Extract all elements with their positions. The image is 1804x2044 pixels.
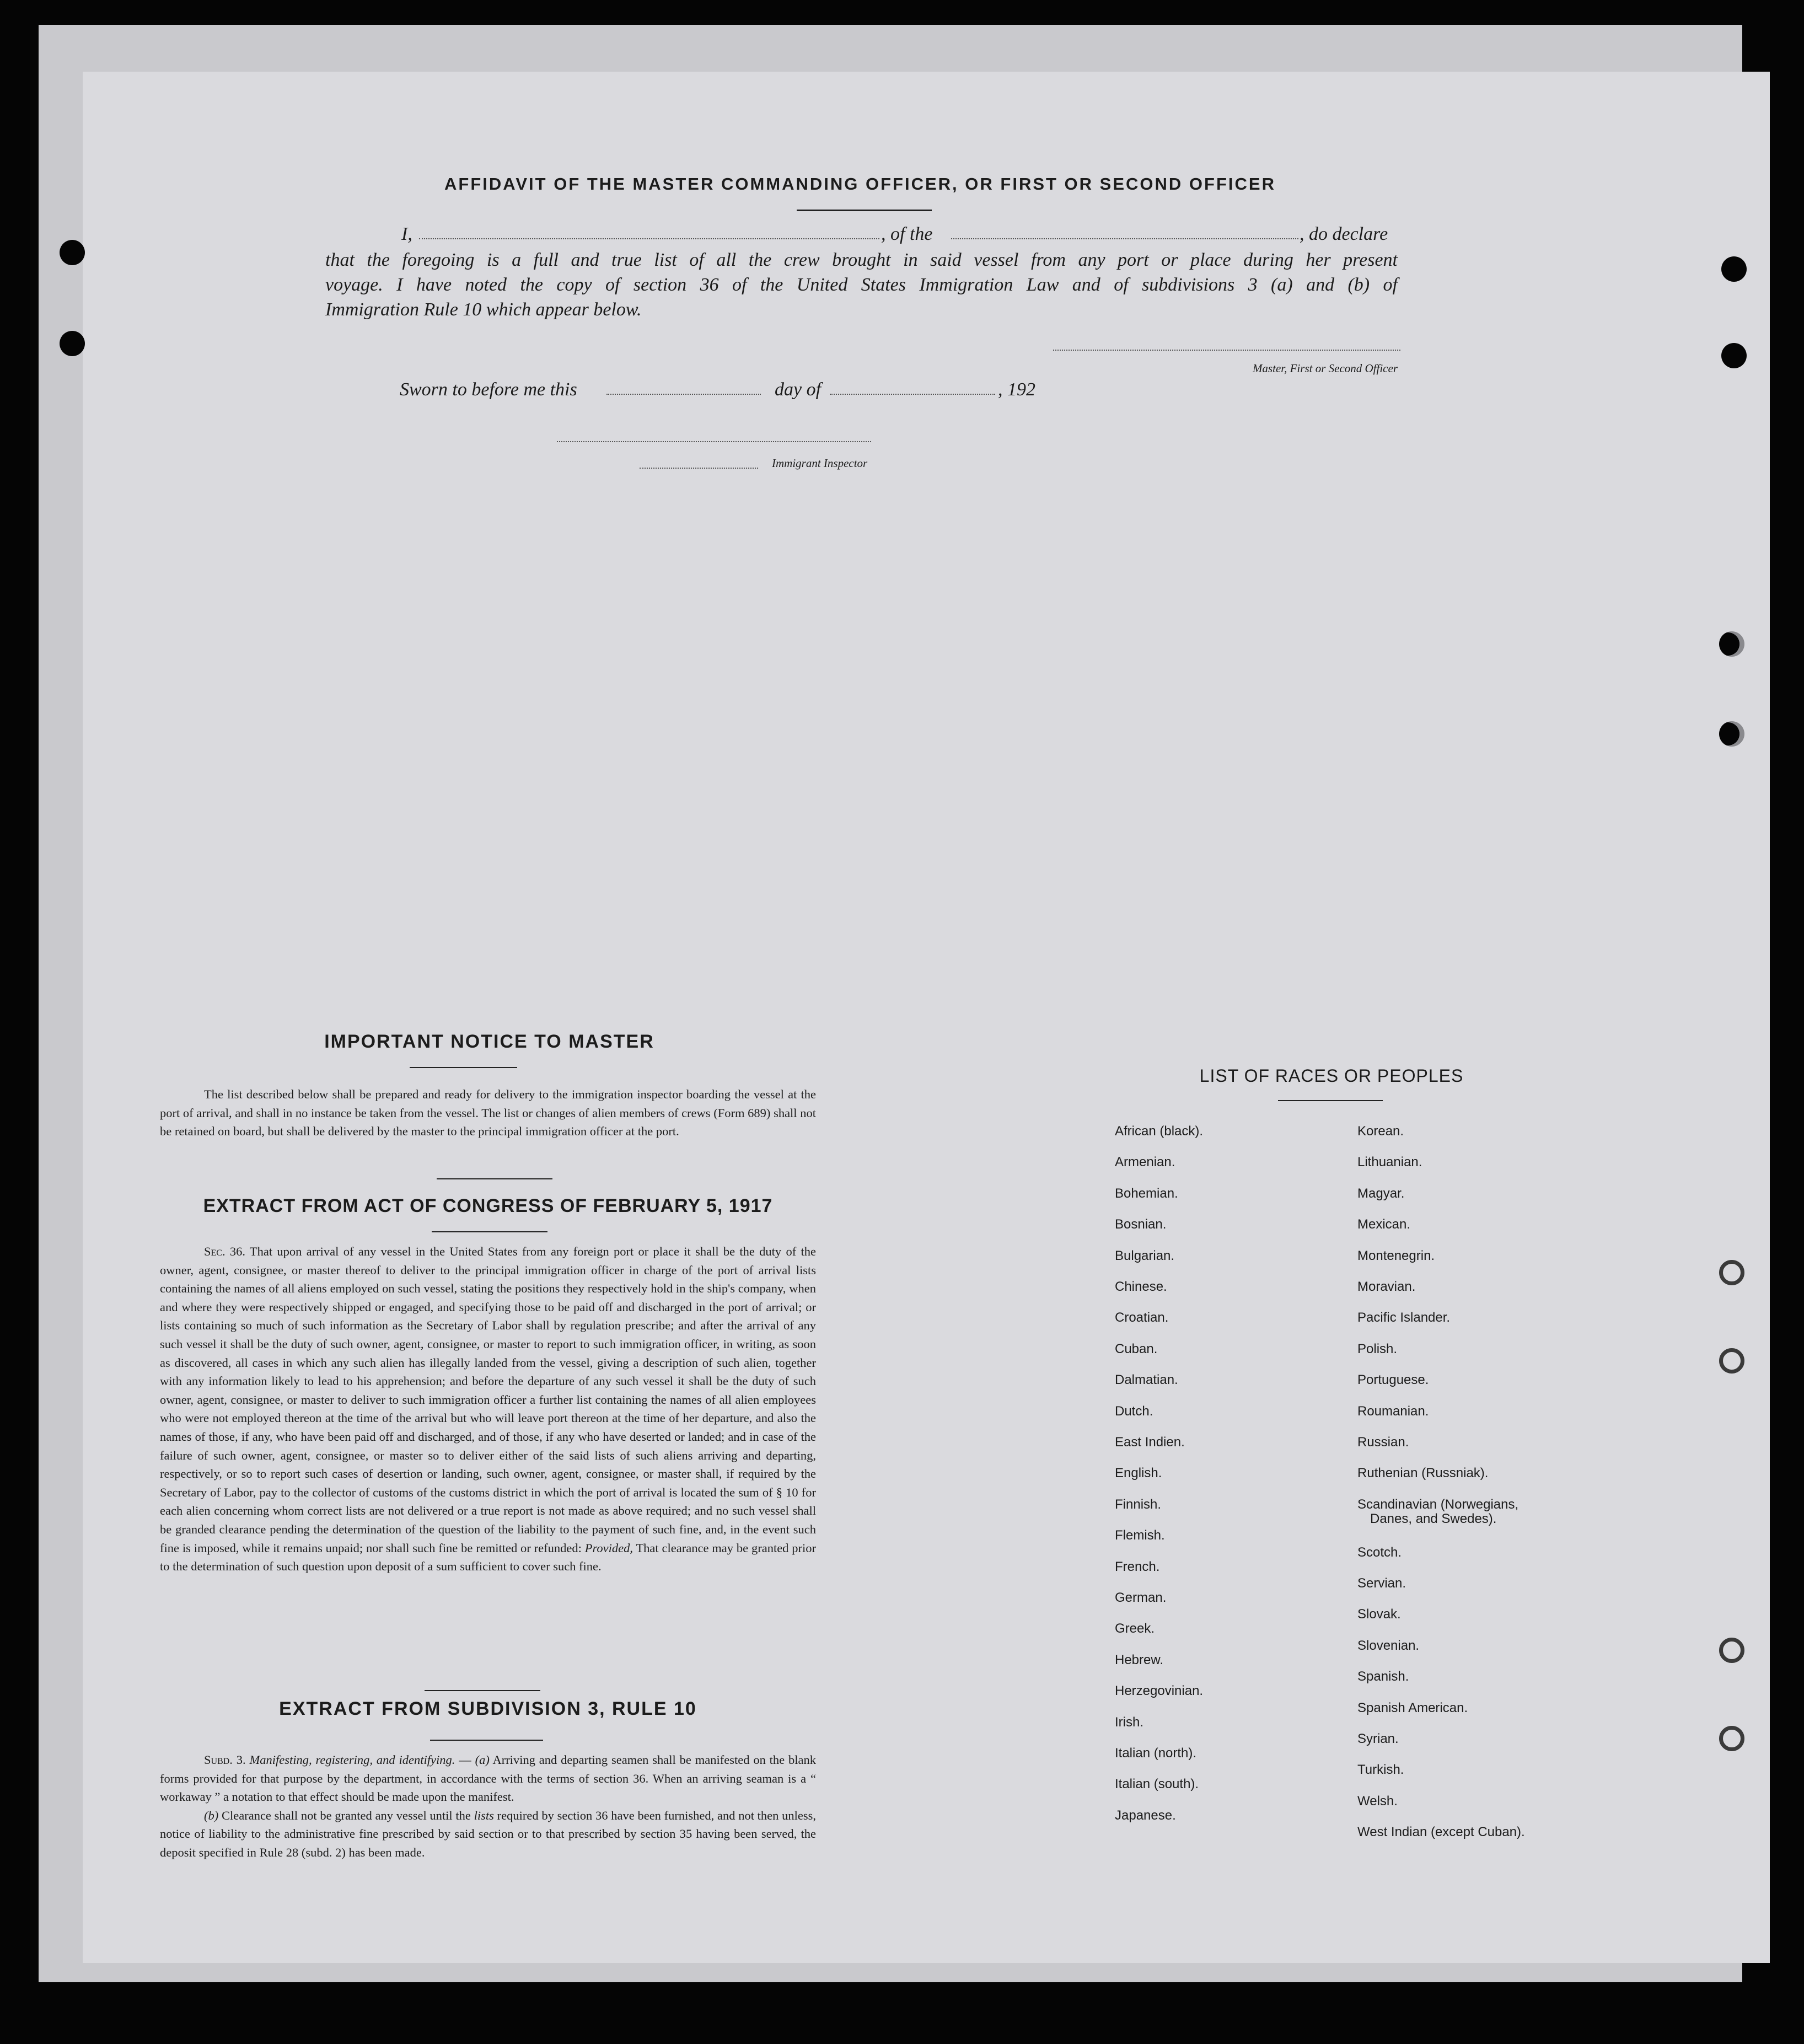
punch-hole: [1719, 1348, 1744, 1374]
rule-title: EXTRACT FROM SUBDIVISION 3, RULE 10: [279, 1698, 697, 1719]
name-blank[interactable]: [419, 238, 879, 239]
race-item: Dutch.: [1115, 1403, 1153, 1419]
vessel-blank[interactable]: [951, 238, 1298, 239]
signature-label: Master, First or Second Officer: [1252, 362, 1398, 375]
notice-end-rule: [437, 1178, 552, 1179]
punch-hole: [1721, 343, 1747, 368]
act-end-rule: [425, 1690, 540, 1691]
race-item: Chinese.: [1115, 1279, 1167, 1294]
race-item: Slovak.: [1357, 1607, 1401, 1622]
race-item: Scandinavian (Norwegians,: [1357, 1496, 1519, 1512]
rule-b-text: Clearance shall not be granted any vessel until the: [221, 1808, 471, 1822]
month-blank[interactable]: [830, 394, 995, 395]
rule-b-lists: lists: [474, 1808, 494, 1822]
race-item: Portuguese.: [1357, 1372, 1429, 1388]
race-item: Japanese.: [1115, 1807, 1176, 1823]
races-title: LIST OF RACES OR PEOPLES: [1199, 1066, 1464, 1086]
rule-b-text-end: required by section 36 have been furnished, and not then unless, notice of liability to the administrative fine prescribed by said section or to that prescribed by section 35 having been served, the deposit specified in Rule 28 (subd. 2) has been made.: [160, 1808, 817, 1859]
race-item: Cuban.: [1115, 1341, 1158, 1356]
race-item: West Indian (except Cuban).: [1357, 1825, 1525, 1840]
day-blank[interactable]: [606, 394, 761, 395]
notice-paragraph: The list described below shall be prepared and ready for delivery to the immigration inspector boarding the vessel at the port of arrival, and shall in no instance be taken from the vessel. The list or changes of alien members of crews (Form 689) shall not be retained on board, but shall be delivered by the master to the principal immigration officer at the port.: [160, 1087, 816, 1139]
race-item: Flemish.: [1115, 1528, 1165, 1543]
punch-hole: [1719, 631, 1744, 657]
race-item: Pacific Islander.: [1357, 1310, 1451, 1326]
race-item: Finnish.: [1115, 1496, 1162, 1512]
affidavit-line-1: that the foregoing is a full and true list of all the crew brought in said vessel from any port or place during her present: [325, 250, 1398, 270]
race-item: Spanish.: [1357, 1669, 1409, 1684]
inspector-signature-blank[interactable]: [557, 441, 871, 442]
inspector-label: Immigrant Inspector: [772, 457, 868, 470]
race-item: Italian (south).: [1115, 1777, 1199, 1792]
race-item: Slovenian.: [1357, 1638, 1420, 1653]
race-item: Montenegrin.: [1357, 1248, 1435, 1263]
race-item: Croatian.: [1115, 1310, 1169, 1326]
act-paragraph: That upon arrival of any vessel in the United States from any foreign port or place it shall be the duty of the owner, agent, consignee, or master thereof to deliver to the principal immigration officer in charge of the port of arrival lists containing the names of all aliens employed on such vessel, stating the positions they respectively hold in the ship's company, when and where they were respectively shipped or engaged, and specifying those to be paid off and discharged in the port of arrival; or lists containing so much of such information as the Secretary of Labor shall by regulation prescribe; and after the arrival of any such vessel it shall be the duty of such owner, agent, consignee, or master to report to such immigration officer, in writing, as soon as discovered, all cases in which any such alien has illegally landed from the vessel, giving a description of such alien, together with any information likely to lead to his apprehension; and before the departure of any such vessel it shall be the duty of such owner, agent, consignee, or master to deliver to such immigration officer a further list containing the names of all alien employees who were not employed thereon at the time of the arrival but who will leave port thereon at the time of her departure, and also the names of those, if any, who have been paid off and discharged, and of those, if any who have deserted or landed; and in case of the failure of such owner, agent, consignee, or master so to deliver either of the said lists of such aliens arriving and departing, respectively, or so to report such cases of desertion or landing, such owner, agent, consignee, or master shall, if required by the Secretary of Labor, pay to the collector of customs of the customs district in which the port of arrival is located the sum of § 10 for each alien concerning whom correct lists are not delivered or a true report is not made as above required; and no such vessel shall be granded clearance pending the determination of the question of the liability to the payment of such fine, and, in the event such fine is imposed, while it remains unpaid; nor shall such fine be remitted or refunded:: [160, 1244, 816, 1555]
race-item: Bulgarian.: [1115, 1248, 1175, 1263]
punch-hole: [60, 331, 85, 356]
race-item: Herzegovinian.: [1115, 1683, 1204, 1699]
race-item: East Indien.: [1115, 1435, 1185, 1450]
rule-underline: [430, 1740, 543, 1741]
punch-hole: [1719, 1260, 1744, 1285]
act-underline: [432, 1231, 547, 1232]
race-item: German.: [1115, 1590, 1167, 1605]
punch-hole: [1719, 1726, 1744, 1751]
affidavit-of-the: , of the: [881, 224, 933, 244]
race-item: Mexican.: [1357, 1217, 1411, 1232]
race-item: Roumanian.: [1357, 1403, 1429, 1419]
race-item: Ruthenian (Russniak).: [1357, 1466, 1489, 1481]
sworn-label: Sworn to before me this: [400, 379, 577, 400]
race-item: Magyar.: [1357, 1185, 1405, 1201]
race-item: Danes, and Swedes).: [1370, 1511, 1497, 1527]
race-item: Armenian.: [1115, 1155, 1175, 1170]
form-sheet: [83, 72, 1770, 1963]
notice-title: IMPORTANT NOTICE TO MASTER: [324, 1031, 654, 1052]
title-underline: [797, 210, 932, 211]
race-item: Polish.: [1357, 1341, 1398, 1356]
rule-a-text: Arriving and departing seamen shall be manifested on the blank forms provided for that purpose by the department, in accordance with the terms of section 36. When an arriving seaman is a “ workaway ” a notation to that effect should be made upon the manifest.: [160, 1753, 817, 1804]
notice-text: [160, 1085, 816, 1141]
race-item: French.: [1115, 1559, 1160, 1574]
inspector-name-blank[interactable]: [640, 468, 758, 469]
punch-hole: [1719, 1638, 1744, 1663]
day-of-label: day of: [775, 379, 822, 400]
act-title: EXTRACT FROM ACT OF CONGRESS OF FEBRUARY 5, 1917: [203, 1195, 773, 1216]
punch-hole: [1719, 721, 1744, 747]
rule-a-label: (a): [475, 1753, 490, 1767]
act-section-label: Sec. 36.: [204, 1244, 245, 1258]
race-item: Turkish.: [1357, 1762, 1404, 1778]
notice-underline: [410, 1067, 517, 1068]
race-item: Servian.: [1357, 1576, 1406, 1591]
race-item: Scotch.: [1357, 1544, 1402, 1560]
act-paragraph-end: That clearance may be granted prior to the determination of such question upon deposit of a sum sufficient to cover such fine.: [160, 1541, 817, 1574]
year-label: , 192: [998, 379, 1035, 400]
race-item: Korean.: [1357, 1124, 1404, 1139]
race-item: Lithuanian.: [1357, 1155, 1422, 1170]
affidavit-i-label: I,: [401, 224, 412, 244]
rule-b-label: (b): [204, 1808, 219, 1822]
rule-text: Subd. 3. Manifesting, registering, and identifying. — (a) Arriving and departing seamen shall be manifested on the blank forms provided for that purpose by the department, in accordance with the terms of section 36. When an arriving seaman is a “ workaway ” a notation to that effect should be made upon the manifest. (b) Clearance shall not be granted any vessel until the lists required by section 36 have been furnished, and not then unless, notice of liability to the administrative fine prescribed by said section or to that prescribed by section 35 having been served, the deposit specified in Rule 28 (subd. 2) has been made.: [160, 1753, 817, 1859]
race-item: Russian.: [1357, 1435, 1409, 1450]
race-item: Irish.: [1115, 1714, 1144, 1730]
race-item: Italian (north).: [1115, 1746, 1197, 1761]
punch-hole: [1721, 256, 1747, 282]
race-item: Moravian.: [1357, 1279, 1416, 1294]
race-item: Welsh.: [1357, 1793, 1398, 1809]
race-item: Bosnian.: [1115, 1217, 1167, 1232]
race-item: Syrian.: [1357, 1731, 1399, 1746]
race-item: Hebrew.: [1115, 1652, 1164, 1667]
race-item: Bohemian.: [1115, 1185, 1178, 1201]
affidavit-do-declare: , do declare: [1300, 224, 1388, 244]
races-underline: [1278, 1100, 1383, 1101]
race-item: English.: [1115, 1466, 1162, 1481]
race-item: Spanish American.: [1357, 1700, 1468, 1715]
rule-subd-title: Manifesting, registering, and identifying.: [249, 1753, 455, 1767]
race-item: African (black).: [1115, 1124, 1204, 1139]
affidavit-title: AFFIDAVIT OF THE MASTER COMMANDING OFFICER, OR FIRST OR SECOND OFFICER: [444, 174, 1276, 194]
signature-blank[interactable]: [1053, 350, 1400, 351]
act-provided: Provided,: [584, 1541, 633, 1555]
race-item: Greek.: [1115, 1621, 1155, 1637]
act-text: [160, 1242, 816, 1576]
punch-hole: [60, 240, 85, 265]
affidavit-line-3: Immigration Rule 10 which appear below.: [325, 299, 642, 320]
affidavit-line-2: voyage. I have noted the copy of section 36 of the United States Immigration Law and of subdivisions 3 (a) and (b) of: [325, 275, 1398, 295]
rule-subd-label: Subd. 3.: [204, 1753, 246, 1767]
race-item: Dalmatian.: [1115, 1372, 1178, 1388]
